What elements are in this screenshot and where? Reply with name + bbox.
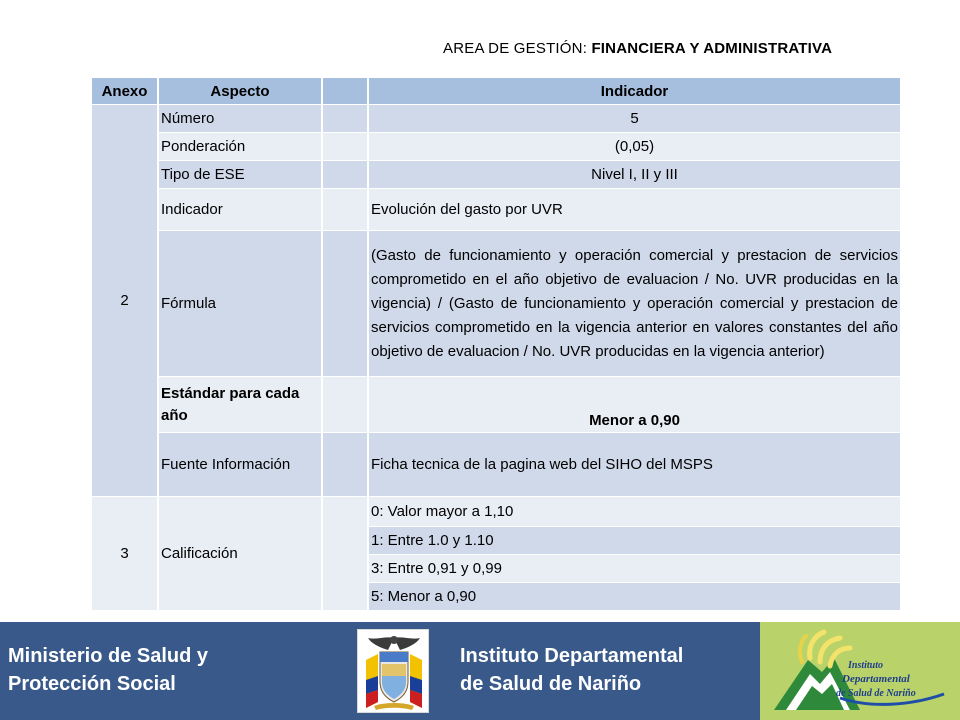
logo-wordmark-line-1: Instituto: [848, 660, 884, 671]
aspect-cell: Tipo de ESE: [158, 161, 322, 189]
title-prefix: AREA DE GESTIÓN:: [443, 40, 592, 57]
indicator-table: [90, 77, 902, 611]
spacer-cell: [322, 161, 368, 189]
table-row: [91, 133, 901, 161]
table-row: [91, 433, 901, 497]
table-row: [91, 377, 901, 433]
aspect-cell: Número: [158, 105, 322, 133]
aspect-cell: Estándar para cada año: [158, 377, 322, 433]
anexo-cell: 2: [91, 105, 158, 497]
value-cell: 0: Valor mayor a 1,10: [368, 497, 901, 527]
aspect-cell: Indicador: [158, 189, 322, 231]
institute-line-2: de Salud de Nariño: [460, 673, 642, 695]
value-cell: Evolución del gasto por UVR: [368, 189, 901, 231]
table-row: [91, 105, 901, 133]
aspect-cell: Calificación: [158, 497, 322, 611]
logo-wordmark-line-3: de Salud de Nariño: [836, 688, 916, 699]
coat-of-arms-logo: [357, 629, 429, 713]
table-header-row: [91, 78, 901, 105]
logo-wordmark-line-2: Departamental: [842, 673, 910, 685]
spacer-cell: [322, 433, 368, 497]
anexo-cell: 3: [91, 497, 158, 611]
header-spacer: [322, 78, 368, 105]
institute-name: [460, 642, 683, 698]
aspect-cell: Ponderación: [158, 133, 322, 161]
value-cell: Nivel I, II y III: [368, 161, 901, 189]
value-cell: Ficha tecnica de la pagina web del SIHO del MSPS: [368, 433, 901, 497]
value-cell: 3: Entre 0,91 y 0,99: [368, 555, 901, 583]
ministry-line-1: Ministerio de Salud y: [8, 645, 209, 667]
title-value: FINANCIERA Y ADMINISTRATIVA: [591, 40, 833, 57]
value-cell: 5: Menor a 0,90: [368, 583, 901, 611]
coat-of-arms-icon: [358, 630, 430, 714]
spacer-cell: [322, 231, 368, 377]
formula-cell: (Gasto de funcionamiento y operación comercial y prestacion de servicios comprometido en el año objetivo de evaluacion / No. UVR producidas en la vigencia) / (Gasto de funcionamiento y operación comercial y prestacion de servicios comprometido en la vigencia anterior en valores constantes del año objetivo de evaluacion / No. UVR producidas en la vigencia anterior): [368, 231, 901, 377]
spacer-cell: [322, 497, 368, 611]
aspect-cell: Fórmula: [158, 231, 322, 377]
ministry-name: [8, 642, 208, 698]
table-row: [91, 497, 901, 527]
aspect-cell: Fuente Información: [158, 433, 322, 497]
header-indicador: Indicador: [368, 78, 901, 105]
institute-line-1: Instituto Departamental: [460, 645, 684, 667]
header-aspecto: Aspecto: [158, 78, 322, 105]
spacer-cell: [322, 377, 368, 433]
value-cell: 5: [368, 105, 901, 133]
footer-bar: [0, 622, 960, 720]
spacer-cell: [322, 133, 368, 161]
value-cell: 1: Entre 1.0 y 1.10: [368, 527, 901, 555]
idsn-logo-graphic: [760, 622, 960, 720]
value-cell: (0,05): [368, 133, 901, 161]
spacer-cell: [322, 189, 368, 231]
table-row: [91, 231, 901, 377]
spacer-cell: [322, 105, 368, 133]
value-cell: Menor a 0,90: [368, 377, 901, 433]
page-title: [443, 40, 832, 57]
table-row: [91, 189, 901, 231]
idsn-logo: [760, 622, 960, 720]
table-row: [91, 161, 901, 189]
ministry-line-2: Protección Social: [8, 673, 176, 695]
header-anexo: Anexo: [91, 78, 158, 105]
